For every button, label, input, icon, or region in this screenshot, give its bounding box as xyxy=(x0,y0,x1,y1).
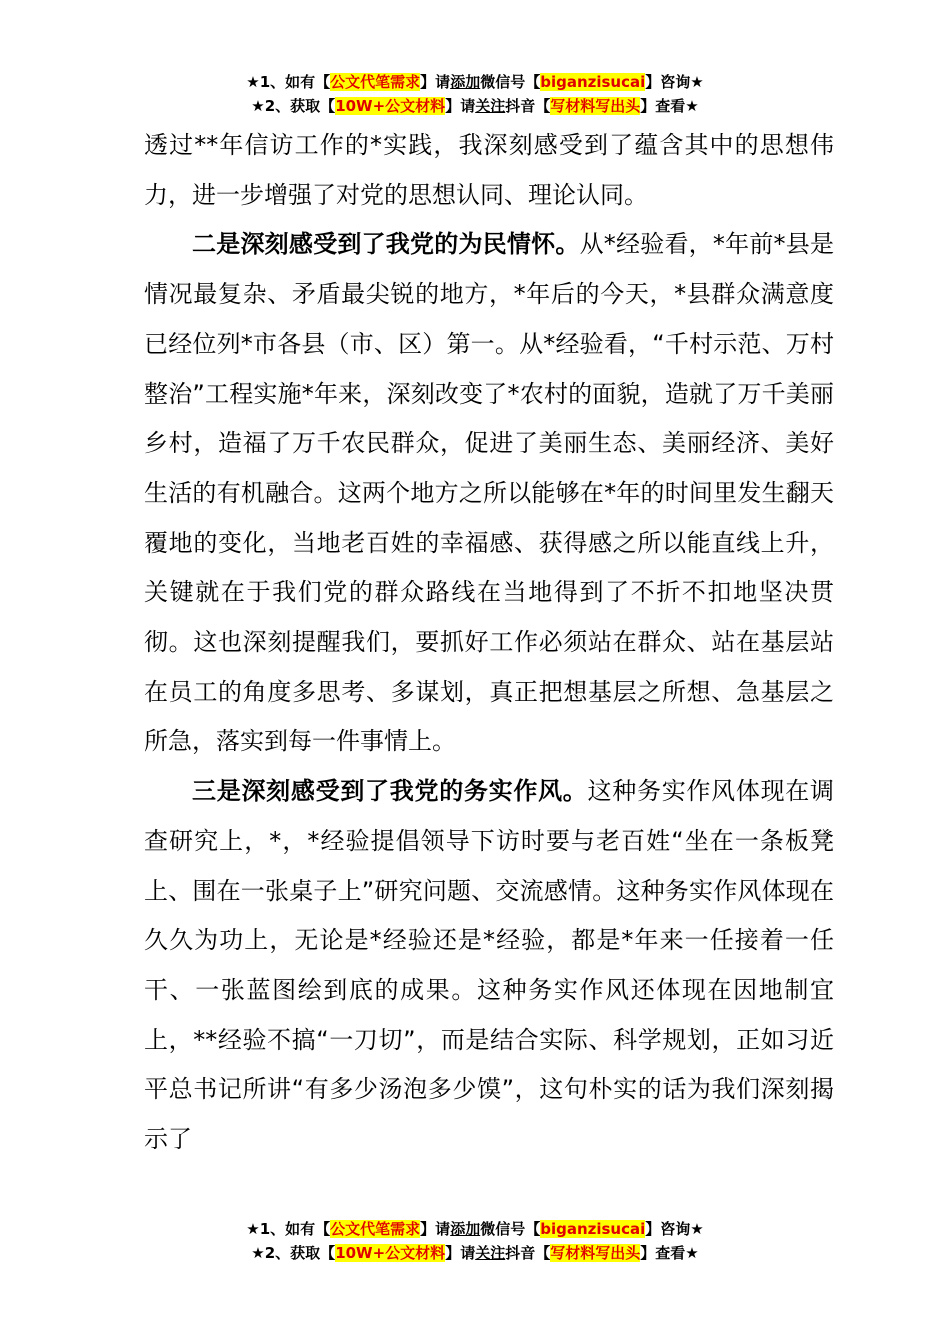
banner-highlight: 公文代笔需求 xyxy=(330,1220,421,1238)
banner-text: 】咨询★ xyxy=(645,1220,704,1238)
banner-text: 】请 xyxy=(445,1244,476,1262)
paragraph-text: 从*经验看，*年前*县是情况最复杂、矛盾最尖锐的地方，*年后的今天，*县群众满意度已经位列*市各县（市、区）第一。从*经验看，“千村示范、万村整治”工程实施*年来，深刻改变了*农村的面貌，造就了万千美丽乡村，造福了万千农民群众，促进了美丽生态、美丽经济、美好生活的有机融合。这两个地方之所以能够在*年的时间里发生翻天覆地的变化，当地老百姓的幸福感、获得感之所以能直线上升，关键就在于我们党的群众路线在当地得到了不折不扣地坚决贯彻。这也深刻提醒我们，要抓好工作必须站在群众、站在基层站在员工的角度多思考、多谋划，真正把想基层之所想、急基层之所急，落实到每一件事情上。 xyxy=(144,230,835,756)
banner-text: 】咨询★ xyxy=(645,73,704,91)
banner-emphasis: 关注 xyxy=(475,97,506,115)
banner-text: 微信号【 xyxy=(480,1220,541,1238)
banner-text: ★1、如有【 xyxy=(246,1220,331,1238)
paragraph-1: 透过**年信访工作的*实践，我深刻感受到了蕴含其中的思想伟力，进一步增强了对党的思想认同、理论认同。 xyxy=(144,131,834,209)
banner-text: 微信号【 xyxy=(480,73,541,91)
header-banner xyxy=(0,70,950,118)
banner-text: ★1、如有【 xyxy=(246,73,331,91)
banner-emphasis: 关注 xyxy=(475,1244,506,1262)
banner-highlight: 公文代笔需求 xyxy=(330,73,421,91)
banner-text: 】请 xyxy=(420,1220,451,1238)
banner-text: ★2、获取【 xyxy=(251,1244,336,1262)
banner-text: 】查看★ xyxy=(640,1244,699,1262)
banner-highlight: 10W+公文材料 xyxy=(335,97,446,115)
banner-line-1 xyxy=(0,70,950,94)
banner-line-1 xyxy=(0,1217,950,1241)
banner-emphasis: 添加 xyxy=(450,73,481,91)
paragraph-lead: 三是深刻感受到了我党的务实作风。 xyxy=(192,777,588,806)
banner-emphasis: 添加 xyxy=(450,1220,481,1238)
paragraph-lead: 二是深刻感受到了我党的为民情怀。 xyxy=(192,230,580,259)
banner-text: ★2、获取【 xyxy=(251,97,336,115)
banner-text: 】请 xyxy=(420,73,451,91)
banner-text: 】查看★ xyxy=(640,97,699,115)
banner-line-2 xyxy=(0,1241,950,1265)
paragraph-2 xyxy=(144,220,834,767)
banner-text: 抖音【 xyxy=(505,1244,551,1262)
paragraph-3 xyxy=(144,767,834,1165)
banner-highlight: biganzisucai xyxy=(540,1220,646,1238)
banner-highlight: 写材料写出头 xyxy=(550,97,641,115)
paragraph-text: 这种务实作风体现在调查研究上，*，*经验提倡领导下访时要与老百姓“坐在一条板凳上、围在一张桌子上”研究问题、交流感情。这种务实作风体现在久久为功上，无论是*经验还是*经验，都是*年来一任接着一任干、一张蓝图绘到底的成果。这种务实作风还体现在因地制宜上，**经验不搞“一刀切”，而是结合实际、科学规划，正如习近平总书记所讲“有多少汤泡多少馍”，这句朴实的话为我们深刻揭示了 xyxy=(144,777,835,1154)
banner-line-2 xyxy=(0,94,950,118)
banner-highlight: 写材料写出头 xyxy=(550,1244,641,1262)
footer-banner xyxy=(0,1217,950,1265)
banner-text: 】请 xyxy=(445,97,476,115)
banner-highlight: biganzisucai xyxy=(540,73,646,91)
document-body xyxy=(144,121,834,1165)
banner-text: 抖音【 xyxy=(505,97,551,115)
banner-highlight: 10W+公文材料 xyxy=(335,1244,446,1262)
